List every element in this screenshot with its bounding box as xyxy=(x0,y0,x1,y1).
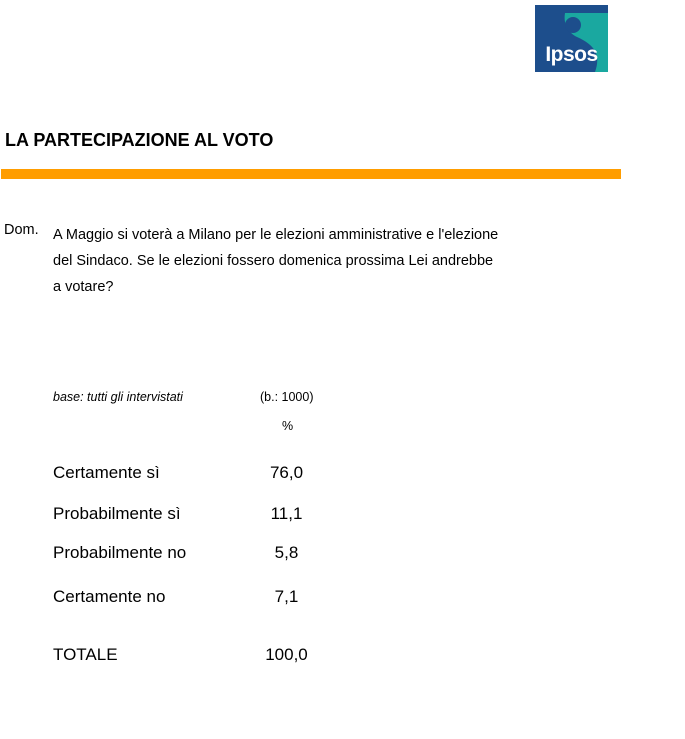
page-title: LA PARTECIPAZIONE AL VOTO xyxy=(5,130,274,150)
question-text xyxy=(53,222,563,300)
result-row-label: Probabilmente sì xyxy=(53,504,181,523)
result-row-value: 5,8 xyxy=(274,543,299,562)
question-label: Dom. xyxy=(4,222,39,238)
ipsos-logo xyxy=(535,5,608,72)
base-label: base: tutti gli intervistati xyxy=(53,390,183,404)
result-row-label: Certamente sì xyxy=(53,463,160,482)
result-row-label: Certamente no xyxy=(53,587,166,606)
result-row-value: 76,0 xyxy=(269,463,304,482)
result-row-value: 11,1 xyxy=(270,504,303,523)
total-row-label: TOTALE xyxy=(53,645,118,664)
question-line: A Maggio si voterà a Milano per le elezioni amministrative e l'elezione xyxy=(53,227,499,243)
orange-divider xyxy=(1,169,621,179)
result-row-label: Probabilmente no xyxy=(53,543,187,562)
base-count: (b.: 1000) xyxy=(260,390,314,404)
percent-header: % xyxy=(282,419,294,433)
total-row-value: 100,0 xyxy=(265,645,308,664)
question-line: del Sindaco. Se le elezioni fossero domenica prossima Lei andrebbe xyxy=(53,253,494,269)
question-line: a votare? xyxy=(53,279,114,295)
logo-text: Ipsos xyxy=(545,43,598,66)
result-row-value: 7,1 xyxy=(274,587,299,606)
